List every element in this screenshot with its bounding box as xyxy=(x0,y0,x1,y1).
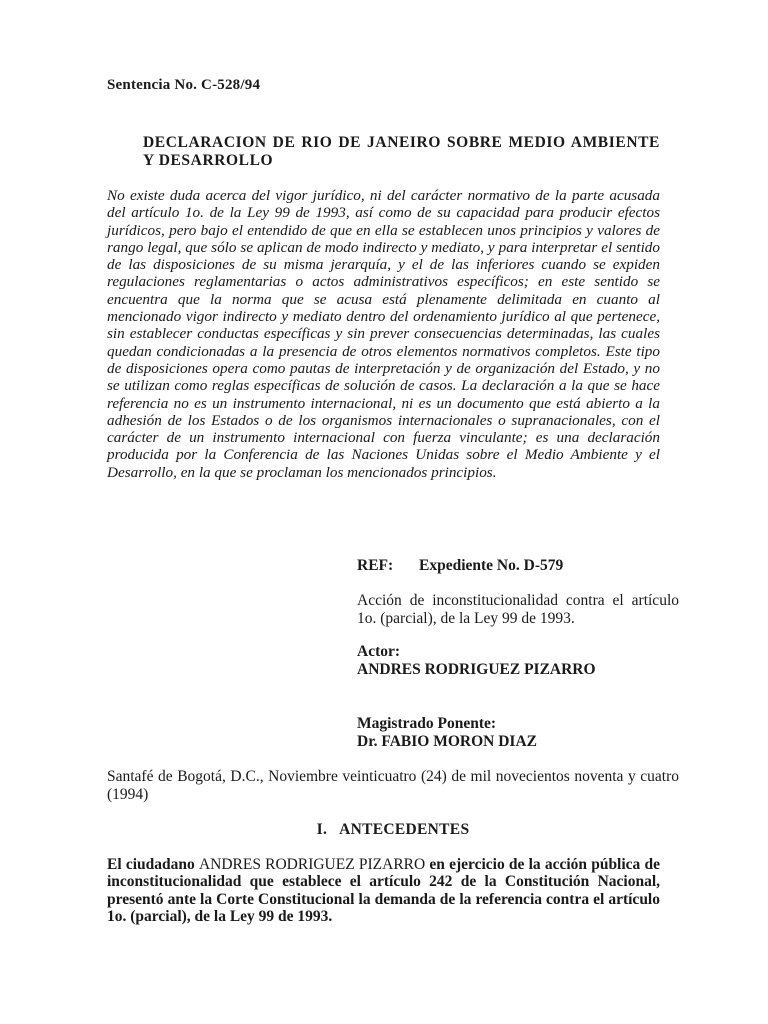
sentencia-number: Sentencia No. C-528/94 xyxy=(107,77,261,93)
section-number: I. xyxy=(316,821,328,838)
antecedentes-paragraph xyxy=(107,856,660,925)
antecedentes-rest: en ejercicio de la acción pública de inconstitucionalidad que establece el artículo 242 de la Constitución Nacional, presentó ante la Corte Constitucional la demanda de la referencia contra el artículo 1o. (parcial), de la Ley 99 de 1993. xyxy=(107,856,660,925)
accion-description: Acción de inconstitucionalidad contra el artículo 1o. (parcial), de la Ley 99 de 1993. xyxy=(357,592,679,627)
actor-label: Actor: xyxy=(357,643,401,660)
actor-name: ANDRES RODRIGUEZ PIZARRO xyxy=(357,661,596,678)
reference-line xyxy=(357,557,679,575)
date-line: Santafé de Bogotá, D.C., Noviembre veinticuatro (24) de mil novecientos noventa y cuatro (1994) xyxy=(107,768,679,803)
ref-value: Expediente No. D-579 xyxy=(419,557,564,574)
declaration-title: DECLARACION DE RIO DE JANEIRO SOBRE MEDIO AMBIENTE Y DESARROLLO xyxy=(143,134,660,169)
magistrado-label: Magistrado Ponente: xyxy=(357,715,497,732)
actor-block xyxy=(357,643,679,679)
antecedentes-name: ANDRES RODRIGUEZ PIZARRO xyxy=(198,856,426,873)
antecedentes-intro: El ciudadano xyxy=(107,856,195,873)
magistrado-name: Dr. FABIO MORON DIAZ xyxy=(357,733,537,750)
ref-label: REF: xyxy=(357,557,394,574)
abstract-paragraph: No existe duda acerca del vigor jurídico, ni del carácter normativo de la parte acusada del artículo 1o. de la Ley 99 de 1993, así como de su capacidad para producir efectos jurídicos, pero bajo el entendido de que en ella se establecen unos principios y valores de rango legal, que sólo se aplican de modo indirecto y mediato, y para interpretar el sentido de las disposiciones de su misma jerarquía, y el de las inferiores cuando se expiden regulaciones reglamentarias o actos administrativos específicos; en este sentido se encuentra que la norma que se acusa está plenamente delimitada en cuanto al mencionado vigor indirecto y mediato dentro del ordenamiento jurídico al que pertenece, sin establecer conductas específicas y sin prever consecuencias determinadas, las cuales quedan condicionadas a la presencia de otros elementos normativos completos. Este tipo de disposiciones opera como pautas de interpretación y de organización del Estado, y no se utilizan como reglas específicas de solución de casos. La declaración a la que se hace referencia no es un instrumento internacional, ni es un documento que está abierto a la adhesión de los Estados o de los organismos internacionales o supranacionales, con el carácter de un instrumento internacional con fuerza vinculante; es una declaración producida por la Conferencia de las Naciones Unidas sobre el Medio Ambiente y el Desarrollo, en la que se proclaman los mencionados principios. xyxy=(107,187,660,481)
section-heading xyxy=(107,821,679,839)
magistrado-block xyxy=(357,715,679,751)
section-title: ANTECEDENTES xyxy=(339,821,470,838)
